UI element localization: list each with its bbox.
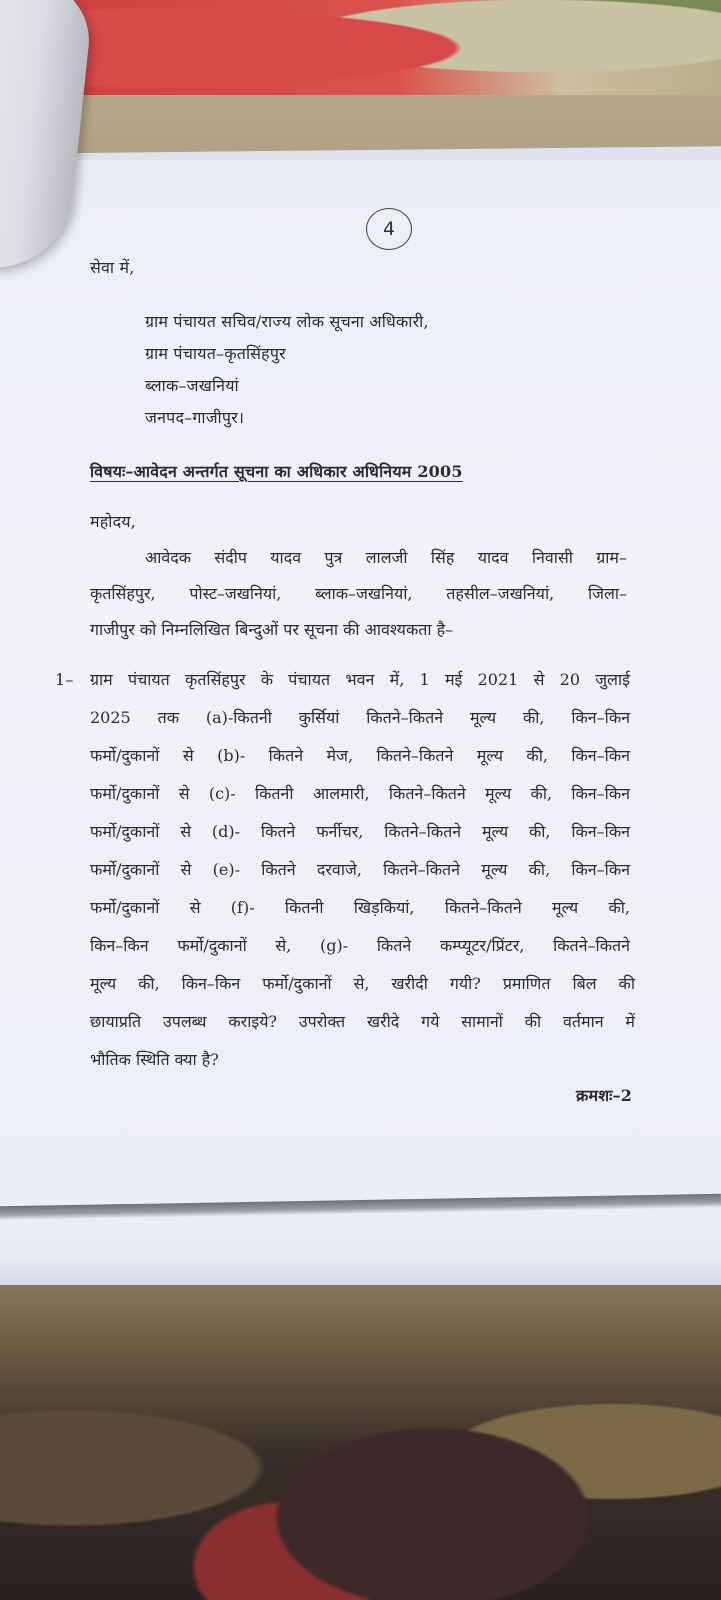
- point-line-7: फर्मो/दुकानों से (f)- कितनी खिड़कियां, कितने–कितने मूल्य की,: [90, 898, 630, 917]
- continued-marker: क्रमशः–2: [576, 1086, 633, 1105]
- greeting: महोदय,: [90, 512, 137, 531]
- point-line-1: ग्राम पंचायत कृतसिंहपुर के पंचायत भवन में, 1 मई 2021 से 20 जुलाई: [90, 670, 630, 689]
- point-line-3: फर्मो/दुकानों से (b)- कितने मेज, कितने–कितने मूल्य की, किन–किन: [90, 746, 630, 765]
- addressee-line-1: ग्राम पंचायत सचिव/राज्य लोक सूचना अधिकारी,: [145, 312, 429, 331]
- point-line-10: छायाप्रति उपलब्ध कराइये? उपरोक्त खरीदे गये सामानों की वर्तमान में: [90, 1012, 635, 1031]
- point-number: 1–: [55, 670, 74, 689]
- addressee-line-4: जनपद–गाजीपुर।: [145, 408, 245, 427]
- point-line-4: फर्मो/दुकानों से (c)- कितनी आलमारी, कितने–कितने मूल्य की, किन–किन: [90, 784, 630, 803]
- intro-line-2: कृतसिंहपुर, पोस्ट–जखनियां, ब्लाक–जखनियां, तहसील–जखनियां, जिला–: [90, 584, 627, 603]
- salutation-to: सेवा में,: [90, 258, 135, 277]
- addressee-line-2: ग्राम पंचायत–कृतसिंहपुर: [145, 344, 286, 363]
- point-line-5: फर्मो/दुकानों से (d)- कितने फर्नीचर, कितने–कितने मूल्य की, किन–किन: [90, 822, 630, 841]
- page-number-circle: 4: [366, 208, 412, 250]
- point-line-11: भौतिक स्थिति क्या है?: [90, 1050, 219, 1069]
- addressee-line-3: ब्लाक–जखनियां: [145, 376, 239, 395]
- point-line-6: फर्मो/दुकानों से (e)- कितने दरवाजे, कितने–कितने मूल्य की, किन–किन: [90, 860, 630, 879]
- point-line-8: किन–किन फर्मो/दुकानों से, (g)- कितने कम्प्यूटर/प्रिंटर, कितने–कितने: [90, 936, 630, 955]
- point-line-2: 2025 तक (a)-कितनी कुर्सियां कितने–कितने मूल्य की, किन–किन: [90, 708, 630, 727]
- intro-line-3: गाजीपुर को निम्नलिखित बिन्दुओं पर सूचना की आवश्यकता है–: [90, 620, 454, 639]
- intro-line-1: आवेदक संदीप यादव पुत्र लालजी सिंह यादव निवासी ग्राम–: [145, 548, 627, 567]
- subject-line: विषयः–आवेदन अन्तर्गत सूचना का अधिकार अधिनियम 2005: [90, 462, 463, 481]
- point-line-9: मूल्य की, किन–किन फर्मो/दुकानों से, खरीदी गयी? प्रमाणित बिल की: [90, 974, 635, 993]
